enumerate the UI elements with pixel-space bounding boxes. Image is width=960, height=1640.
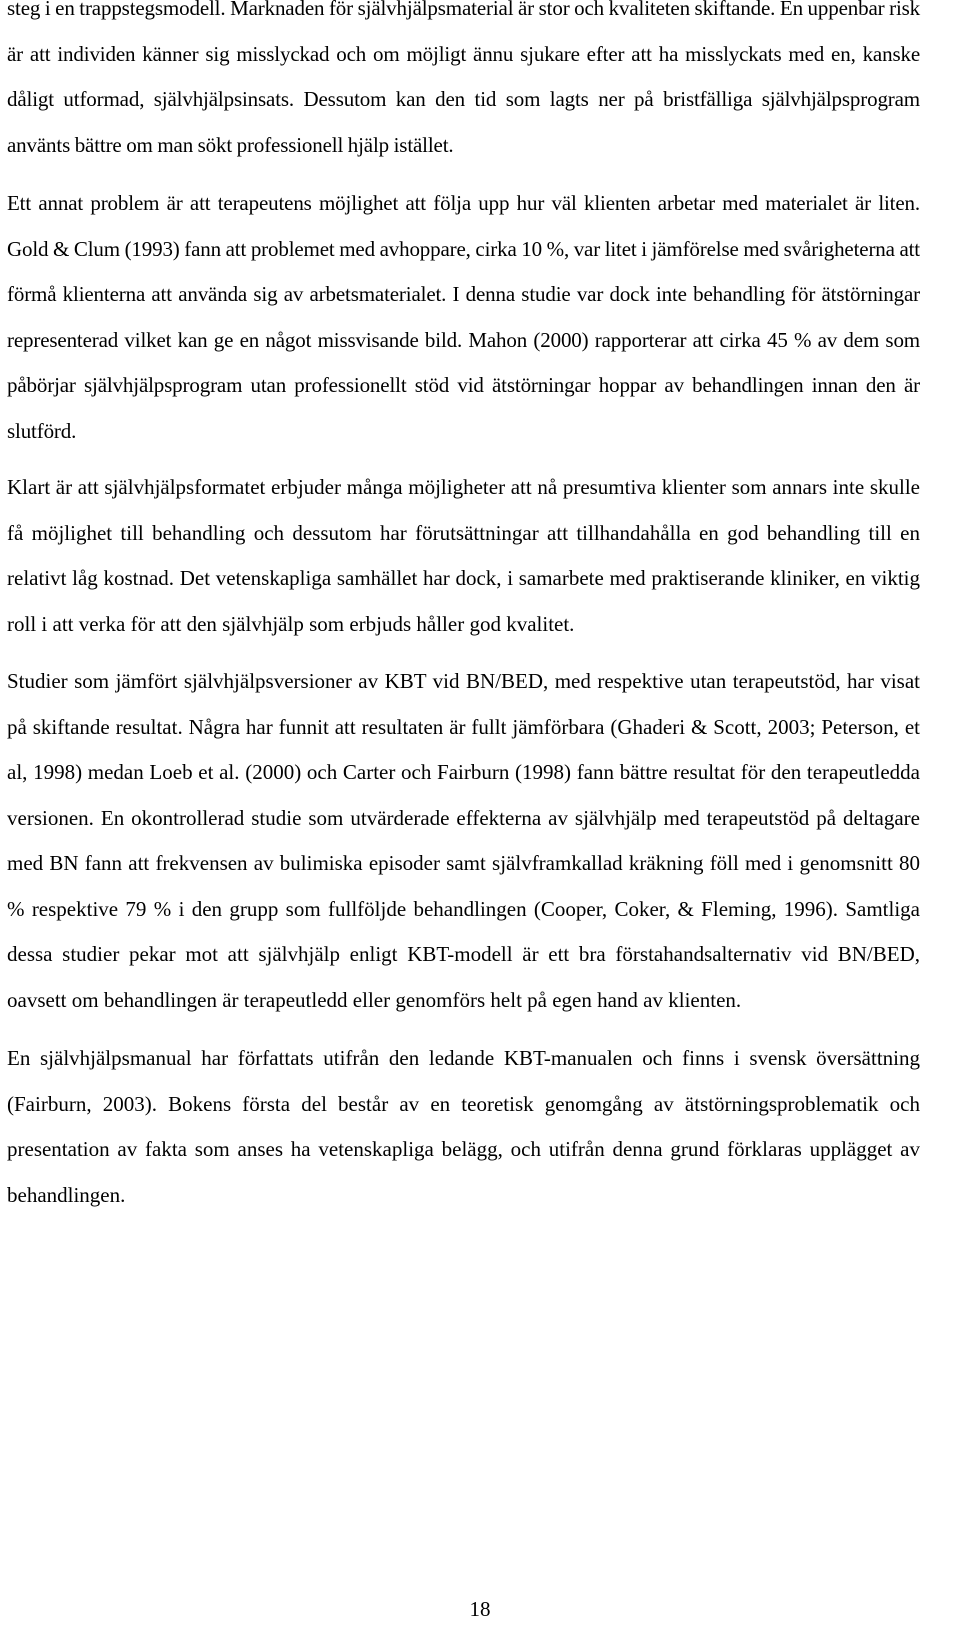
paragraph-5: En självhjälpsmanual har författats utifrån den ledande KBT-manualen och finns i svensk översättning (Fairburn, 2003). Bokens första del består av en teoretisk genomgång av ätstörningsproblematik och presentation av fakta som anses ha vetenskapliga belägg, och utifrån denna grund förklaras upplägget av behandlingen. [7,1046,920,1207]
page-number: 18 [469,1597,491,1621]
paragraph-2: Ett annat problem är att terapeutens möjlighet att följa upp hur väl klienten arbetar med materialet är liten. Gold & Clum (1993) fann att problemet med avhoppare, cirka 10 %, var litet i jämförelse med svårigheterna att förmå klienterna att använda sig av arbetsmaterialet. I denna studie var dock inte behandling för ätstörningar representerad vilket kan ge en något missvisande bild. Mahon (2000) rapporterar att cirka 45 % av dem som påbörjar självhjälpsprogram utan professionellt stöd vid ätstörningar hoppar av behandlingen innan den är slutförd. [7,191,920,443]
paragraph-4: Studier som jämfört självhjälpsversioner av KBT vid BN/BED, med respektive utan terapeutstöd, har visat på skiftande resultat. Några har funnit att resultaten är fullt jämförbara (Ghaderi & Scott, 2003; Peterson, et al, 1998) medan Loeb et al. (2000) och Carter och Fairburn (1998) fann bättre resultat för den terapeutledda versionen. En okontrollerad studie som utvärderade effekterna av självhjälp med terapeutstöd på deltagare med BN fann att frekvensen av bulimiska episoder samt självframkallad kräkning föll med i genomsnitt 80 % respektive 79 % i den grupp som fullföljde behandlingen (Cooper, Coker, & Fleming, 1996). Samtliga dessa studier pekar mot att självhjälp enligt KBT-modell är ett bra förstahandsalternativ vid BN/BED, oavsett om behandlingen är terapeutledd eller genomförs helt på egen hand av klienten. [7,669,920,1012]
paragraph-3: Klart är att självhjälpsformatet erbjuder många möjligheter att nå presumtiva klienter som annars inte skulle få möjlighet till behandling och dessutom har förutsättningar att tillhandahålla en god behandling till en relativt låg kostnad. Det vetenskapliga samhället har dock, i samarbete med praktiserande kliniker, en viktig roll i att verka för att den självhjälp som erbjuds håller god kvalitet. [7,475,920,636]
paragraph-1: steg i en trappstegsmodell. Marknaden för självhjälpsmaterial är stor och kvaliteten skiftande. En uppenbar risk är att individen känner sig misslyckad och om möjligt ännu sjukare efter att ha misslyckats med en, kanske dåligt utformad, självhjälpsinsats. Dessutom kan den tid som lagts ner på bristfälliga självhjälpsprogram använts bättre om man sökt professionell hjälp istället. [7,0,920,157]
document-page [7,0,920,1218]
